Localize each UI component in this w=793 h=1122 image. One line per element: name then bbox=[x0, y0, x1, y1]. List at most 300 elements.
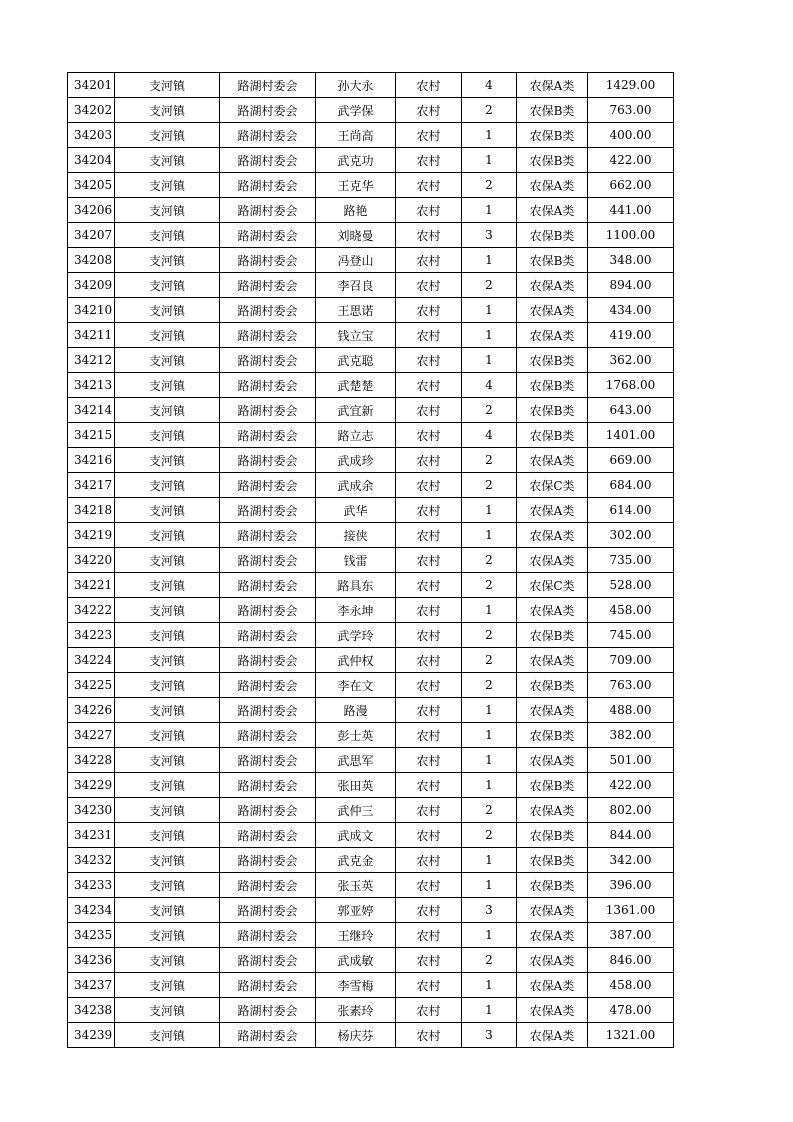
category-cell: 农保A类 bbox=[517, 298, 588, 323]
village-committee-cell: 路湖村委会 bbox=[220, 1023, 316, 1048]
town-cell: 支河镇 bbox=[115, 873, 220, 898]
village-committee-cell: 路湖村委会 bbox=[220, 773, 316, 798]
category-cell: 农保A类 bbox=[517, 448, 588, 473]
village-committee-cell: 路湖村委会 bbox=[220, 898, 316, 923]
name-cell: 李永坤 bbox=[316, 598, 396, 623]
record-id-cell: 34224 bbox=[68, 648, 115, 673]
amount-cell: 528.00 bbox=[588, 573, 674, 598]
household-count-cell: 2 bbox=[462, 398, 517, 423]
area-type-cell: 农村 bbox=[396, 548, 462, 573]
table-row bbox=[68, 98, 674, 123]
village-committee-cell: 路湖村委会 bbox=[220, 473, 316, 498]
table-row bbox=[68, 1023, 674, 1048]
name-cell: 武楚楚 bbox=[316, 373, 396, 398]
amount-cell: 1321.00 bbox=[588, 1023, 674, 1048]
area-type-cell: 农村 bbox=[396, 898, 462, 923]
amount-cell: 458.00 bbox=[588, 973, 674, 998]
amount-cell: 348.00 bbox=[588, 248, 674, 273]
town-cell: 支河镇 bbox=[115, 648, 220, 673]
area-type-cell: 农村 bbox=[396, 798, 462, 823]
record-id-cell: 34226 bbox=[68, 698, 115, 723]
village-committee-cell: 路湖村委会 bbox=[220, 248, 316, 273]
amount-cell: 735.00 bbox=[588, 548, 674, 573]
household-count-cell: 2 bbox=[462, 948, 517, 973]
town-cell: 支河镇 bbox=[115, 598, 220, 623]
category-cell: 农保A类 bbox=[517, 748, 588, 773]
town-cell: 支河镇 bbox=[115, 1023, 220, 1048]
area-type-cell: 农村 bbox=[396, 98, 462, 123]
record-id-cell: 34205 bbox=[68, 173, 115, 198]
area-type-cell: 农村 bbox=[396, 248, 462, 273]
record-id-cell: 34201 bbox=[68, 73, 115, 98]
table-row bbox=[68, 173, 674, 198]
category-cell: 农保C类 bbox=[517, 473, 588, 498]
name-cell: 路漫 bbox=[316, 698, 396, 723]
name-cell: 王尚高 bbox=[316, 123, 396, 148]
table-row bbox=[68, 73, 674, 98]
town-cell: 支河镇 bbox=[115, 448, 220, 473]
category-cell: 农保A类 bbox=[517, 273, 588, 298]
household-count-cell: 2 bbox=[462, 823, 517, 848]
village-committee-cell: 路湖村委会 bbox=[220, 348, 316, 373]
record-id-cell: 34217 bbox=[68, 473, 115, 498]
town-cell: 支河镇 bbox=[115, 923, 220, 948]
table-row bbox=[68, 998, 674, 1023]
amount-cell: 419.00 bbox=[588, 323, 674, 348]
name-cell: 路立志 bbox=[316, 423, 396, 448]
name-cell: 武成文 bbox=[316, 823, 396, 848]
category-cell: 农保B类 bbox=[517, 623, 588, 648]
category-cell: 农保B类 bbox=[517, 823, 588, 848]
name-cell: 冯登山 bbox=[316, 248, 396, 273]
area-type-cell: 农村 bbox=[396, 373, 462, 398]
table-row bbox=[68, 973, 674, 998]
name-cell: 武华 bbox=[316, 498, 396, 523]
village-committee-cell: 路湖村委会 bbox=[220, 123, 316, 148]
table-row bbox=[68, 273, 674, 298]
record-id-cell: 34223 bbox=[68, 623, 115, 648]
household-count-cell: 2 bbox=[462, 448, 517, 473]
record-id-cell: 34233 bbox=[68, 873, 115, 898]
area-type-cell: 农村 bbox=[396, 698, 462, 723]
amount-cell: 745.00 bbox=[588, 623, 674, 648]
town-cell: 支河镇 bbox=[115, 123, 220, 148]
area-type-cell: 农村 bbox=[396, 498, 462, 523]
record-id-cell: 34202 bbox=[68, 98, 115, 123]
area-type-cell: 农村 bbox=[396, 198, 462, 223]
town-cell: 支河镇 bbox=[115, 198, 220, 223]
town-cell: 支河镇 bbox=[115, 173, 220, 198]
area-type-cell: 农村 bbox=[396, 523, 462, 548]
table-row bbox=[68, 898, 674, 923]
name-cell: 武学玲 bbox=[316, 623, 396, 648]
household-count-cell: 2 bbox=[462, 648, 517, 673]
record-id-cell: 34210 bbox=[68, 298, 115, 323]
name-cell: 李在文 bbox=[316, 673, 396, 698]
town-cell: 支河镇 bbox=[115, 423, 220, 448]
town-cell: 支河镇 bbox=[115, 148, 220, 173]
record-id-cell: 34208 bbox=[68, 248, 115, 273]
household-count-cell: 2 bbox=[462, 798, 517, 823]
table-row bbox=[68, 773, 674, 798]
table-row bbox=[68, 573, 674, 598]
amount-cell: 684.00 bbox=[588, 473, 674, 498]
household-count-cell: 1 bbox=[462, 323, 517, 348]
category-cell: 农保B类 bbox=[517, 223, 588, 248]
amount-cell: 1361.00 bbox=[588, 898, 674, 923]
household-count-cell: 2 bbox=[462, 98, 517, 123]
household-count-cell: 1 bbox=[462, 148, 517, 173]
name-cell: 孙大永 bbox=[316, 73, 396, 98]
name-cell: 路艳 bbox=[316, 198, 396, 223]
table-row bbox=[68, 848, 674, 873]
amount-cell: 302.00 bbox=[588, 523, 674, 548]
area-type-cell: 农村 bbox=[396, 948, 462, 973]
category-cell: 农保B类 bbox=[517, 123, 588, 148]
name-cell: 钱立宝 bbox=[316, 323, 396, 348]
town-cell: 支河镇 bbox=[115, 823, 220, 848]
town-cell: 支河镇 bbox=[115, 498, 220, 523]
name-cell: 武成珍 bbox=[316, 448, 396, 473]
category-cell: 农保A类 bbox=[517, 923, 588, 948]
table-row bbox=[68, 523, 674, 548]
town-cell: 支河镇 bbox=[115, 323, 220, 348]
category-cell: 农保B类 bbox=[517, 248, 588, 273]
name-cell: 武成敏 bbox=[316, 948, 396, 973]
name-cell: 彭士英 bbox=[316, 723, 396, 748]
name-cell: 接侠 bbox=[316, 523, 396, 548]
table-row bbox=[68, 723, 674, 748]
name-cell: 王思诺 bbox=[316, 298, 396, 323]
record-id-cell: 34203 bbox=[68, 123, 115, 148]
area-type-cell: 农村 bbox=[396, 323, 462, 348]
area-type-cell: 农村 bbox=[396, 1023, 462, 1048]
village-committee-cell: 路湖村委会 bbox=[220, 973, 316, 998]
household-count-cell: 4 bbox=[462, 373, 517, 398]
household-count-cell: 1 bbox=[462, 998, 517, 1023]
table-row bbox=[68, 948, 674, 973]
record-id-cell: 34209 bbox=[68, 273, 115, 298]
household-count-cell: 4 bbox=[462, 73, 517, 98]
amount-cell: 478.00 bbox=[588, 998, 674, 1023]
name-cell: 武克功 bbox=[316, 148, 396, 173]
category-cell: 农保B类 bbox=[517, 373, 588, 398]
village-committee-cell: 路湖村委会 bbox=[220, 523, 316, 548]
data-table bbox=[67, 72, 674, 1048]
village-committee-cell: 路湖村委会 bbox=[220, 148, 316, 173]
household-count-cell: 1 bbox=[462, 773, 517, 798]
household-count-cell: 2 bbox=[462, 173, 517, 198]
record-id-cell: 34231 bbox=[68, 823, 115, 848]
area-type-cell: 农村 bbox=[396, 398, 462, 423]
village-committee-cell: 路湖村委会 bbox=[220, 498, 316, 523]
table-row bbox=[68, 148, 674, 173]
record-id-cell: 34232 bbox=[68, 848, 115, 873]
amount-cell: 434.00 bbox=[588, 298, 674, 323]
name-cell: 武克金 bbox=[316, 848, 396, 873]
amount-cell: 458.00 bbox=[588, 598, 674, 623]
name-cell: 李雪梅 bbox=[316, 973, 396, 998]
category-cell: 农保A类 bbox=[517, 1023, 588, 1048]
area-type-cell: 农村 bbox=[396, 348, 462, 373]
village-committee-cell: 路湖村委会 bbox=[220, 698, 316, 723]
village-committee-cell: 路湖村委会 bbox=[220, 948, 316, 973]
table-row bbox=[68, 423, 674, 448]
town-cell: 支河镇 bbox=[115, 223, 220, 248]
amount-cell: 643.00 bbox=[588, 398, 674, 423]
amount-cell: 894.00 bbox=[588, 273, 674, 298]
village-committee-cell: 路湖村委会 bbox=[220, 198, 316, 223]
name-cell: 张玉英 bbox=[316, 873, 396, 898]
table-row bbox=[68, 323, 674, 348]
name-cell: 武克聪 bbox=[316, 348, 396, 373]
amount-cell: 422.00 bbox=[588, 773, 674, 798]
town-cell: 支河镇 bbox=[115, 773, 220, 798]
area-type-cell: 农村 bbox=[396, 673, 462, 698]
village-committee-cell: 路湖村委会 bbox=[220, 173, 316, 198]
amount-cell: 844.00 bbox=[588, 823, 674, 848]
amount-cell: 1429.00 bbox=[588, 73, 674, 98]
town-cell: 支河镇 bbox=[115, 473, 220, 498]
table-row bbox=[68, 598, 674, 623]
amount-cell: 342.00 bbox=[588, 848, 674, 873]
village-committee-cell: 路湖村委会 bbox=[220, 98, 316, 123]
record-id-cell: 34214 bbox=[68, 398, 115, 423]
record-id-cell: 34218 bbox=[68, 498, 115, 523]
category-cell: 农保B类 bbox=[517, 148, 588, 173]
village-committee-cell: 路湖村委会 bbox=[220, 823, 316, 848]
area-type-cell: 农村 bbox=[396, 823, 462, 848]
area-type-cell: 农村 bbox=[396, 873, 462, 898]
record-id-cell: 34230 bbox=[68, 798, 115, 823]
category-cell: 农保A类 bbox=[517, 948, 588, 973]
town-cell: 支河镇 bbox=[115, 748, 220, 773]
village-committee-cell: 路湖村委会 bbox=[220, 448, 316, 473]
amount-cell: 422.00 bbox=[588, 148, 674, 173]
category-cell: 农保B类 bbox=[517, 348, 588, 373]
village-committee-cell: 路湖村委会 bbox=[220, 573, 316, 598]
amount-cell: 441.00 bbox=[588, 198, 674, 223]
table-row bbox=[68, 873, 674, 898]
name-cell: 王继玲 bbox=[316, 923, 396, 948]
amount-cell: 662.00 bbox=[588, 173, 674, 198]
record-id-cell: 34225 bbox=[68, 673, 115, 698]
category-cell: 农保A类 bbox=[517, 898, 588, 923]
town-cell: 支河镇 bbox=[115, 948, 220, 973]
amount-cell: 763.00 bbox=[588, 673, 674, 698]
area-type-cell: 农村 bbox=[396, 973, 462, 998]
category-cell: 农保A类 bbox=[517, 198, 588, 223]
name-cell: 武仲权 bbox=[316, 648, 396, 673]
record-id-cell: 34238 bbox=[68, 998, 115, 1023]
village-committee-cell: 路湖村委会 bbox=[220, 648, 316, 673]
record-id-cell: 34207 bbox=[68, 223, 115, 248]
amount-cell: 763.00 bbox=[588, 98, 674, 123]
category-cell: 农保A类 bbox=[517, 73, 588, 98]
name-cell: 张田英 bbox=[316, 773, 396, 798]
household-count-cell: 1 bbox=[462, 123, 517, 148]
category-cell: 农保A类 bbox=[517, 973, 588, 998]
village-committee-cell: 路湖村委会 bbox=[220, 298, 316, 323]
town-cell: 支河镇 bbox=[115, 73, 220, 98]
village-committee-cell: 路湖村委会 bbox=[220, 223, 316, 248]
record-id-cell: 34234 bbox=[68, 898, 115, 923]
table-row bbox=[68, 348, 674, 373]
area-type-cell: 农村 bbox=[396, 923, 462, 948]
name-cell: 王克华 bbox=[316, 173, 396, 198]
household-count-cell: 1 bbox=[462, 498, 517, 523]
village-committee-cell: 路湖村委会 bbox=[220, 548, 316, 573]
table-row bbox=[68, 223, 674, 248]
area-type-cell: 农村 bbox=[396, 173, 462, 198]
household-count-cell: 1 bbox=[462, 248, 517, 273]
area-type-cell: 农村 bbox=[396, 473, 462, 498]
village-committee-cell: 路湖村委会 bbox=[220, 398, 316, 423]
town-cell: 支河镇 bbox=[115, 798, 220, 823]
table-row bbox=[68, 248, 674, 273]
town-cell: 支河镇 bbox=[115, 898, 220, 923]
area-type-cell: 农村 bbox=[396, 448, 462, 473]
table-row bbox=[68, 123, 674, 148]
amount-cell: 501.00 bbox=[588, 748, 674, 773]
village-committee-cell: 路湖村委会 bbox=[220, 598, 316, 623]
table-row bbox=[68, 473, 674, 498]
category-cell: 农保B类 bbox=[517, 723, 588, 748]
table-row bbox=[68, 698, 674, 723]
name-cell: 郭亚婷 bbox=[316, 898, 396, 923]
area-type-cell: 农村 bbox=[396, 723, 462, 748]
village-committee-cell: 路湖村委会 bbox=[220, 723, 316, 748]
table-row bbox=[68, 498, 674, 523]
area-type-cell: 农村 bbox=[396, 423, 462, 448]
town-cell: 支河镇 bbox=[115, 573, 220, 598]
record-id-cell: 34236 bbox=[68, 948, 115, 973]
village-committee-cell: 路湖村委会 bbox=[220, 748, 316, 773]
area-type-cell: 农村 bbox=[396, 848, 462, 873]
record-id-cell: 34206 bbox=[68, 198, 115, 223]
table-row bbox=[68, 798, 674, 823]
village-committee-cell: 路湖村委会 bbox=[220, 923, 316, 948]
record-id-cell: 34227 bbox=[68, 723, 115, 748]
town-cell: 支河镇 bbox=[115, 298, 220, 323]
category-cell: 农保C类 bbox=[517, 573, 588, 598]
area-type-cell: 农村 bbox=[396, 773, 462, 798]
village-committee-cell: 路湖村委会 bbox=[220, 273, 316, 298]
village-committee-cell: 路湖村委会 bbox=[220, 623, 316, 648]
household-count-cell: 2 bbox=[462, 548, 517, 573]
name-cell: 刘晓曼 bbox=[316, 223, 396, 248]
village-committee-cell: 路湖村委会 bbox=[220, 848, 316, 873]
record-id-cell: 34213 bbox=[68, 373, 115, 398]
household-count-cell: 3 bbox=[462, 223, 517, 248]
record-id-cell: 34237 bbox=[68, 973, 115, 998]
record-id-cell: 34219 bbox=[68, 523, 115, 548]
name-cell: 李召良 bbox=[316, 273, 396, 298]
amount-cell: 396.00 bbox=[588, 873, 674, 898]
category-cell: 农保B类 bbox=[517, 98, 588, 123]
category-cell: 农保A类 bbox=[517, 548, 588, 573]
town-cell: 支河镇 bbox=[115, 998, 220, 1023]
record-id-cell: 34216 bbox=[68, 448, 115, 473]
town-cell: 支河镇 bbox=[115, 398, 220, 423]
name-cell: 杨庆芬 bbox=[316, 1023, 396, 1048]
town-cell: 支河镇 bbox=[115, 98, 220, 123]
town-cell: 支河镇 bbox=[115, 673, 220, 698]
record-id-cell: 34212 bbox=[68, 348, 115, 373]
town-cell: 支河镇 bbox=[115, 698, 220, 723]
category-cell: 农保A类 bbox=[517, 998, 588, 1023]
area-type-cell: 农村 bbox=[396, 598, 462, 623]
area-type-cell: 农村 bbox=[396, 73, 462, 98]
amount-cell: 362.00 bbox=[588, 348, 674, 373]
household-count-cell: 1 bbox=[462, 848, 517, 873]
category-cell: 农保A类 bbox=[517, 698, 588, 723]
household-count-cell: 1 bbox=[462, 198, 517, 223]
household-count-cell: 1 bbox=[462, 598, 517, 623]
village-committee-cell: 路湖村委会 bbox=[220, 373, 316, 398]
name-cell: 武学保 bbox=[316, 98, 396, 123]
category-cell: 农保A类 bbox=[517, 173, 588, 198]
name-cell: 路具东 bbox=[316, 573, 396, 598]
area-type-cell: 农村 bbox=[396, 748, 462, 773]
village-committee-cell: 路湖村委会 bbox=[220, 323, 316, 348]
record-id-cell: 34211 bbox=[68, 323, 115, 348]
household-count-cell: 4 bbox=[462, 423, 517, 448]
household-count-cell: 2 bbox=[462, 473, 517, 498]
household-count-cell: 1 bbox=[462, 698, 517, 723]
table-row bbox=[68, 648, 674, 673]
area-type-cell: 农村 bbox=[396, 148, 462, 173]
household-count-cell: 2 bbox=[462, 673, 517, 698]
town-cell: 支河镇 bbox=[115, 348, 220, 373]
amount-cell: 387.00 bbox=[588, 923, 674, 948]
amount-cell: 488.00 bbox=[588, 698, 674, 723]
area-type-cell: 农村 bbox=[396, 623, 462, 648]
area-type-cell: 农村 bbox=[396, 298, 462, 323]
household-count-cell: 1 bbox=[462, 873, 517, 898]
village-committee-cell: 路湖村委会 bbox=[220, 423, 316, 448]
amount-cell: 1401.00 bbox=[588, 423, 674, 448]
household-count-cell: 3 bbox=[462, 1023, 517, 1048]
category-cell: 农保A类 bbox=[517, 498, 588, 523]
name-cell: 武仲三 bbox=[316, 798, 396, 823]
record-id-cell: 34239 bbox=[68, 1023, 115, 1048]
category-cell: 农保B类 bbox=[517, 423, 588, 448]
category-cell: 农保B类 bbox=[517, 773, 588, 798]
category-cell: 农保B类 bbox=[517, 673, 588, 698]
village-committee-cell: 路湖村委会 bbox=[220, 798, 316, 823]
record-id-cell: 34220 bbox=[68, 548, 115, 573]
table-row bbox=[68, 673, 674, 698]
household-count-cell: 1 bbox=[462, 723, 517, 748]
name-cell: 武成余 bbox=[316, 473, 396, 498]
area-type-cell: 农村 bbox=[396, 123, 462, 148]
household-count-cell: 2 bbox=[462, 623, 517, 648]
town-cell: 支河镇 bbox=[115, 523, 220, 548]
town-cell: 支河镇 bbox=[115, 848, 220, 873]
table-body bbox=[68, 73, 674, 1048]
amount-cell: 1768.00 bbox=[588, 373, 674, 398]
amount-cell: 1100.00 bbox=[588, 223, 674, 248]
amount-cell: 709.00 bbox=[588, 648, 674, 673]
town-cell: 支河镇 bbox=[115, 273, 220, 298]
category-cell: 农保A类 bbox=[517, 323, 588, 348]
record-id-cell: 34222 bbox=[68, 598, 115, 623]
area-type-cell: 农村 bbox=[396, 223, 462, 248]
record-id-cell: 34235 bbox=[68, 923, 115, 948]
town-cell: 支河镇 bbox=[115, 373, 220, 398]
amount-cell: 400.00 bbox=[588, 123, 674, 148]
